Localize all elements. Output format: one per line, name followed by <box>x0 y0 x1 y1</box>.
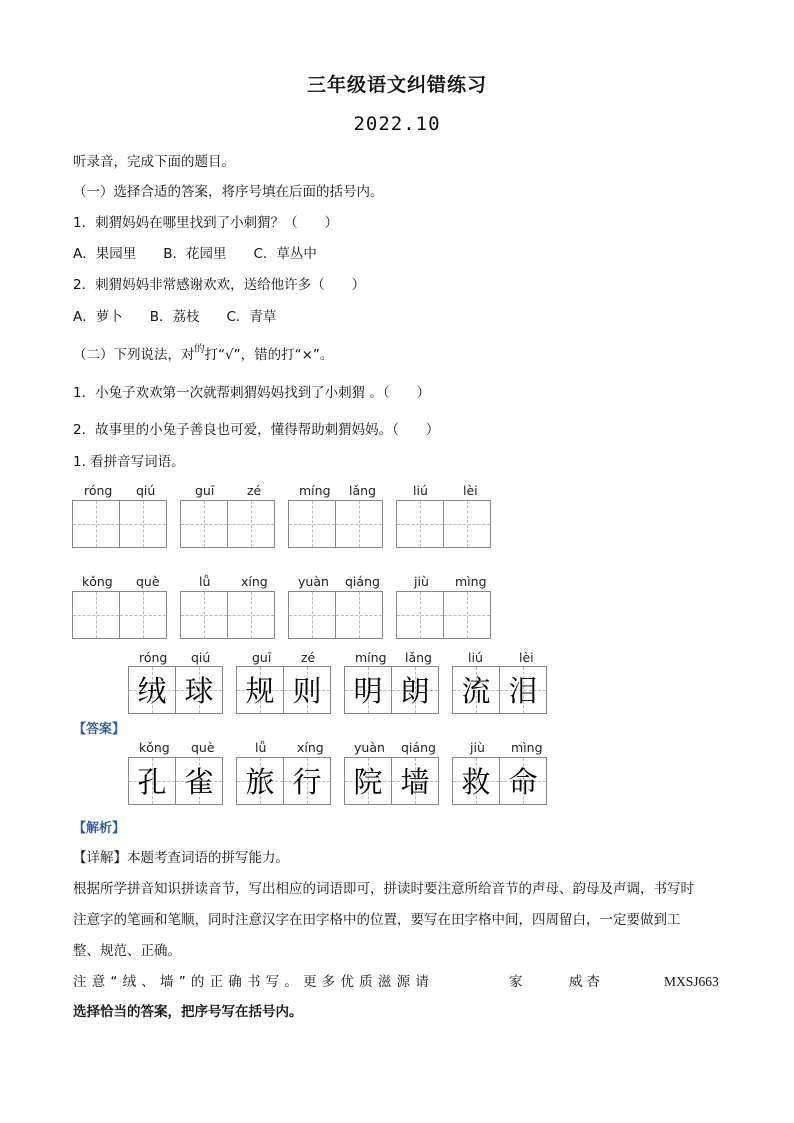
answer-grid <box>128 757 222 805</box>
tianzige-cell[interactable] <box>72 500 120 548</box>
tianzige-cell <box>236 666 284 714</box>
answer-grid <box>344 666 438 714</box>
final-instruction: 选择恰当的答案，把序号写在括号内。 <box>73 1004 303 1020</box>
intro-text: 听录音，完成下面的题目。 <box>73 154 235 170</box>
tianzige-cell <box>344 666 392 714</box>
pinyin-label: míng <box>355 650 387 665</box>
pinyin-label: jiù <box>414 574 429 589</box>
answer-char: 命 <box>508 765 538 799</box>
tianzige-cell <box>283 666 331 714</box>
pinyin-label: lǚ <box>199 574 211 589</box>
part2-question-2: 2．故事里的小兔子善良也可爱，懂得帮助刺猬妈妈。（ ） <box>73 422 440 438</box>
part2-heading-after: 打“√”，错的打“×”。 <box>204 347 334 363</box>
pinyin-label: qiú <box>136 483 156 498</box>
part2-heading-before: （二）下列说法，对 <box>73 347 195 363</box>
pinyin-label: zé <box>301 650 316 665</box>
pinyin-label: xíng <box>241 574 268 589</box>
practice-grid[interactable] <box>396 591 490 639</box>
tianzige-cell[interactable] <box>72 591 120 639</box>
answer-char: 规 <box>245 674 275 708</box>
tianzige-cell[interactable] <box>288 591 336 639</box>
tianzige-cell <box>175 757 223 805</box>
explain-line-3: 整、规范、正确。 <box>73 943 181 959</box>
pinyin-label: yuàn <box>298 574 329 589</box>
pinyin-label: guī <box>252 650 272 665</box>
answer-char: 则 <box>292 674 322 708</box>
pinyin-label: kǒng <box>139 740 170 755</box>
tianzige-cell[interactable] <box>396 591 444 639</box>
pinyin-label: lǚ <box>255 740 267 755</box>
pinyin-label: qiáng <box>401 740 436 755</box>
answer-grid <box>452 757 546 805</box>
practice-grid[interactable] <box>396 500 490 548</box>
answer-char: 绒 <box>137 674 167 708</box>
practice-grid[interactable] <box>288 591 382 639</box>
answer-char: 救 <box>461 765 491 799</box>
tianzige-cell[interactable] <box>119 591 167 639</box>
tianzige-cell[interactable] <box>335 591 383 639</box>
tianzige-cell <box>236 757 284 805</box>
tianzige-cell[interactable] <box>443 500 491 548</box>
pinyin-label: róng <box>139 650 168 665</box>
tianzige-cell[interactable] <box>443 591 491 639</box>
pinyin-label: lǎng <box>405 650 432 665</box>
pinyin-label: yuàn <box>354 740 385 755</box>
tianzige-cell[interactable] <box>227 500 275 548</box>
answer-grid <box>452 666 546 714</box>
note-weixin: 威杏 <box>569 974 604 990</box>
pinyin-label: què <box>191 740 215 755</box>
pinyin-label: què <box>136 574 160 589</box>
answer-grid <box>236 666 330 714</box>
answer-char: 明 <box>353 674 383 708</box>
part2-heading-small: 的 <box>194 344 205 355</box>
pinyin-label: qiáng <box>345 574 380 589</box>
tianzige-cell[interactable] <box>227 591 275 639</box>
tianzige-cell[interactable] <box>180 591 228 639</box>
answer-char: 泪 <box>508 674 538 708</box>
pinyin-label: míng <box>299 483 331 498</box>
answer-char: 院 <box>353 765 383 799</box>
pinyin-label: lèi <box>519 650 534 665</box>
note-line: 注意“绒、墙”的正确书写。更多优质滋源请 <box>73 974 434 990</box>
practice-grid[interactable] <box>180 500 274 548</box>
tianzige-cell[interactable] <box>180 500 228 548</box>
answer-char: 孔 <box>137 765 167 799</box>
tianzige-cell <box>452 666 500 714</box>
tianzige-cell <box>128 757 176 805</box>
pinyin-label: róng <box>84 483 113 498</box>
tianzige-cell[interactable] <box>335 500 383 548</box>
answer-label: 【答案】 <box>73 722 126 737</box>
practice-grid[interactable] <box>180 591 274 639</box>
answer-char: 朗 <box>400 674 430 708</box>
answer-char: 旅 <box>245 765 275 799</box>
part1-q1-options: A．果园里 B．花园里 C．草丛中 <box>73 246 317 262</box>
answer-grid <box>128 666 222 714</box>
answer-char: 雀 <box>184 765 214 799</box>
explain-line-2: 注意字的笔画和笔顺，同时注意汉字在田字格中的位置，要写在田字格中间，四周留白，一定要做到工 <box>73 912 681 928</box>
part2-heading <box>73 346 333 366</box>
tianzige-cell <box>128 666 176 714</box>
answer-char: 流 <box>461 674 491 708</box>
tianzige-cell[interactable] <box>119 500 167 548</box>
tianzige-cell <box>344 757 392 805</box>
note-code: MXSJ663 <box>664 974 719 989</box>
practice-grid[interactable] <box>288 500 382 548</box>
answer-char: 球 <box>184 674 214 708</box>
page-date: 2022.10 <box>353 113 441 135</box>
page-title: 三年级语文纠错练习 <box>306 74 487 96</box>
tianzige-cell <box>391 666 439 714</box>
pinyin-task: 1. 看拼音写词语。 <box>73 454 185 470</box>
tianzige-cell[interactable] <box>288 500 336 548</box>
pinyin-label: qiú <box>191 650 211 665</box>
pinyin-label: mìng <box>455 574 487 589</box>
practice-grid[interactable] <box>72 500 166 548</box>
pinyin-label: jiù <box>470 740 485 755</box>
pinyin-label: xíng <box>297 740 324 755</box>
pinyin-label: lǎng <box>349 483 376 498</box>
tianzige-cell <box>391 757 439 805</box>
tianzige-cell <box>499 757 547 805</box>
part1-heading: （一）选择合适的答案，将序号填在后面的括号内。 <box>73 184 384 200</box>
tianzige-cell[interactable] <box>396 500 444 548</box>
tianzige-cell <box>499 666 547 714</box>
pinyin-label: zé <box>247 483 262 498</box>
part2-question-1: 1．小兔子欢欢第一次就帮刺猬妈妈找到了小刺猬 。（ ） <box>73 385 431 401</box>
answer-char: 墙 <box>400 765 430 799</box>
note-jia: 家 <box>509 974 523 990</box>
analysis-label: 【解析】 <box>73 821 126 836</box>
pinyin-label: lèi <box>463 483 478 498</box>
answer-char: 行 <box>292 765 322 799</box>
pinyin-label: mìng <box>511 740 543 755</box>
tianzige-cell <box>283 757 331 805</box>
pinyin-label: liú <box>413 483 428 498</box>
pinyin-label: liú <box>468 650 483 665</box>
tianzige-cell <box>452 757 500 805</box>
practice-grid[interactable] <box>72 591 166 639</box>
tianzige-cell <box>175 666 223 714</box>
answer-grid <box>344 757 438 805</box>
explain-line-1: 根据所学拼音知识拼读音节，写出相应的词语即可，拼读时要注意所给音节的声母、韵母及声调，书写时 <box>73 881 694 897</box>
detail-text: 【详解】本题考查词语的拼写能力。 <box>73 850 289 866</box>
part1-question-1: 1．刺猬妈妈在哪里找到了小刺猬？（ ） <box>73 215 339 231</box>
pinyin-label: guī <box>195 483 215 498</box>
part1-q2-options: A．萝卜 B．荔枝 C．青草 <box>73 309 277 325</box>
part1-question-2: 2．刺猬妈妈非常感谢欢欢，送给他许多（ ） <box>73 277 366 293</box>
answer-grid <box>236 757 330 805</box>
pinyin-label: kǒng <box>82 574 113 589</box>
